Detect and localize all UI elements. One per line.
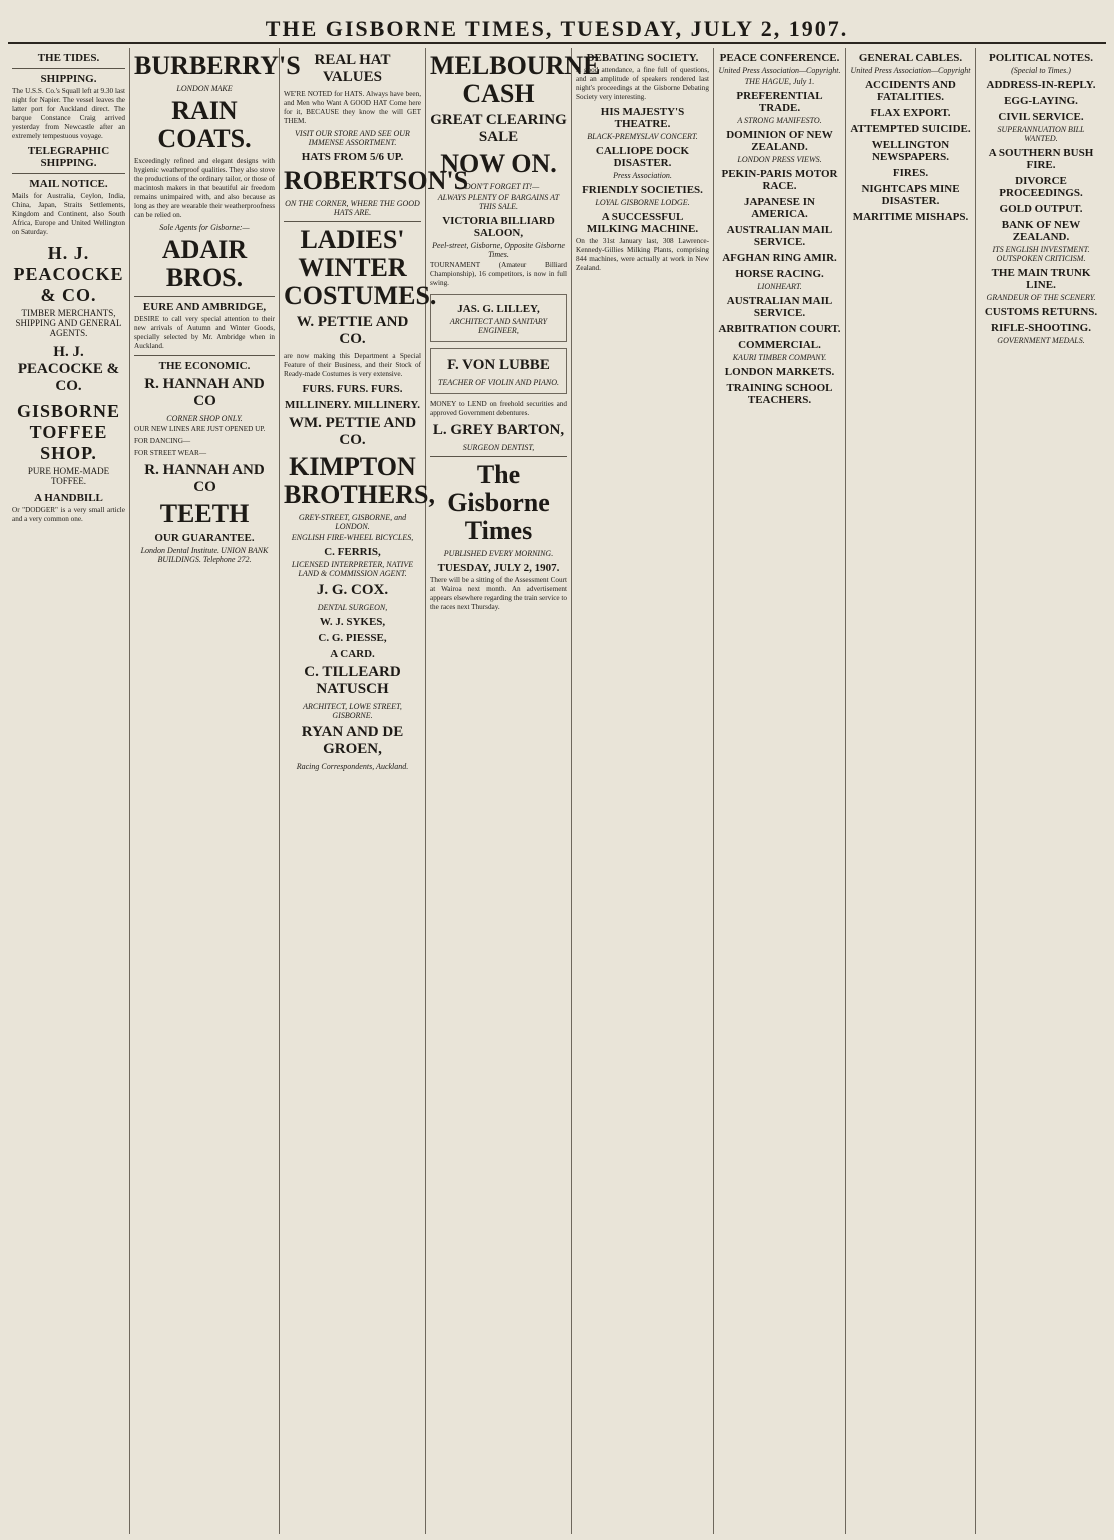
kimpton: KIMPTON BROTHERS,: [284, 452, 435, 509]
column-2: BURBERRY'S LONDON MAKE RAIN COATS. Exceedingly refined and elegant designs with hygienic weatherproof qualities. They also stove the productions of the ordinary tailor, or those of macintosh makers in that beautiful air freedom remains unimpaired with, and also because as long as they are wearable their weatherproofness can be relied on. Sole Agents for Gisborne:— ADAIR BROS. EURE AND AMBRIDGE, DESIRE to call very special attention to their new arrivals of Autumn and Winter Goods, specially selected by Mr. Ambridge when in Auckland. THE ECONOMIC. R. HANNAH AND CO CORNER SHOP ONLY. OUR NEW LINES ARE JUST OPENED UP. FOR DANCING— FOR STREET WEAR— R. HANNAH AND CO TEETH OUR GUARANTEE. London Dental Institute. UNION BANK BUILDINGS. Telephone 272.: [130, 48, 280, 1534]
peacocke-ad-2: H. J. PEACOCKE & CO.: [17, 344, 120, 394]
tides-heading: THE TIDES.: [37, 52, 100, 64]
column-8: POLITICAL NOTES. (Special to Times.) ADDRESS-IN-REPLY. EGG-LAYING. CIVIL SERVICE. SUPERANNUATION BILL WANTED. A SOUTHERN BUSH FIRE. DIVORCE PROCEEDINGS. GOLD OUTPUT. BANK OF NEW ZEALAND. ITS ENGLISH INVESTMENT. OUTSPOKEN CRITICISM. THE MAIN TRUNK LINE. GRANDEUR OF THE SCENERY. CUSTOMS RETURNS. RIFLE-SHOOTING. GOVERNMENT MEDALS.: [984, 52, 1098, 345]
gisborne-times-title: The Gisborne Times: [447, 460, 550, 545]
real-hat-values: REAL HAT VALUES: [314, 52, 391, 85]
peacocke-ad: H. J. PEACOCKE & CO. TIMBER MERCHANTS, SHIPPING AND GENERAL AGENTS.: [13, 243, 124, 338]
column-7: GENERAL CABLES. United Press Association—Copyright ACCIDENTS AND FATALITIES. FLAX EXPORT. ATTEMPTED SUICIDE. WELLINGTON NEWSPAPERS. FIRES. NIGHTCAPS MINE DISASTER. MARITIME MISHAPS.: [846, 48, 976, 1534]
robertsons: ROBERTSON'S: [284, 166, 469, 195]
telegraphic-heading: TELEGRAPHIC SHIPPING.: [27, 145, 110, 169]
burberry-brand: BURBERRY'S: [134, 51, 301, 80]
column-3: REAL HAT VALUES WE'RE NOTED for HATS. Always have been, and Men who Want A GOOD HAT Come here for it, BECAUSE they know the will GET THEM. VISIT OUR STORE AND SEE OUR IMMENSE ASSORTMENT. HATS FROM 5/6 UP. ROBERTSON'S ON THE CORNER, WHERE THE GOOD HATS ARE. LADIES' WINTER COSTUMES. W. PETTIE AND CO. are now making this Department a Special Feature of their Business, and their Stock of Ready-made Costumes is very extensive. FURS. FURS. FURS. MILLINERY. MILLINERY. WM. PETTIE AND CO. KIMPTON BROTHERS, GREY-STREET, GISBORNE, and LONDON. ENGLISH FIRE-WHEEL BICYCLES, C. FERRIS, LICENSED INTERPRETER, NATIVE LAND & COMMISSION AGENT. J. G. COX. DENTAL SURGEON, W. J. SYKES, C. G. PIESSE, A CARD. C. TILLEARD NATUSCH ARCHITECT, LOWE STREET, GISBORNE. RYAN AND DE GROEN, Racing Correspondents, Auckland.: [280, 48, 426, 1534]
teeth-ad: TEETH: [159, 499, 250, 528]
handbill-heading: A HANDBILL: [34, 492, 103, 504]
melbourne-cash: MELBOURNE CASH: [430, 51, 601, 108]
ladies-costumes: LADIES' WINTER COSTUMES.: [284, 225, 437, 310]
toffee-ad: GISBORNE TOFFEE SHOP. PURE HOME-MADE TOFFEE.: [16, 401, 121, 486]
lubbe-ad: F. VON LUBBE TEACHER OF VIOLIN AND PIANO.: [430, 348, 567, 394]
shipping-heading: SHIPPING.: [40, 73, 97, 85]
burberry-body: Exceedingly refined and elegant designs with hygienic weatherproof qualities. They also stove the productions of the ordinary tailor, or those of macintosh makers in that beautiful air freedom remains unimpaired with, and also because as long as they are wearable their weatherproofness can be relied on.: [134, 157, 275, 219]
hannah-ad: R. HANNAH AND CO: [144, 376, 265, 409]
raincoats: RAIN COATS.: [157, 96, 252, 153]
mail-text: Mails for Australia, Ceylon, India, China, Japan, Straits Settlements, Kingdom and Continent, also South Africa, Europe and United Wellington on Saturday.: [12, 192, 125, 236]
handbill-text: Or "DODGER" is a very small article and a very common one.: [12, 506, 125, 523]
column-4: MELBOURNE CASH GREAT CLEARING SALE NOW ON. —DON'T FORGET IT!— ALWAYS PLENTY OF BARGAINS AT THIS SALE. VICTORIA BILLIARD SALOON, Peel-street, Gisborne, Opposite Gisborne Times. TOURNAMENT (Amateur Billiard Championship), 16 competitors, is now in full swing. JAS. G. LILLEY, ARCHITECT AND SANITARY ENGINEER, F. VON LUBBE TEACHER OF VIOLIN AND PIANO. MONEY to LEND on freehold securities and approved Government debentures. L. GREY BARTON, SURGEON DENTIST, The Gisborne Times PUBLISHED EVERY MORNING. TUESDAY, JULY 2, 1907. There will be a sitting of the Assessment Court at Wairoa next month. An advertisement appears elsewhere regarding the train service to the races next Thursday.: [426, 48, 572, 1534]
lilley-ad: JAS. G. LILLEY, ARCHITECT AND SANITARY ENGINEER,: [430, 294, 567, 342]
mail-heading: MAIL NOTICE.: [29, 178, 108, 190]
column-5: DEBATING SOCIETY. A good attendance, a fine full of questions, and an amplitude of speakers rendered last night's proceedings at the Gisborne Debating Society very interesting. HIS MAJESTY'S THEATRE. BLACK-PREMYSLAV CONCERT. CALLIOPE DOCK DISASTER. Press Association. FRIENDLY SOCIETIES. LOYAL GISBORNE LODGE. A SUCCESSFUL MILKING MACHINE. On the 31st January last, 308 Lawrence-Kennedy-Gillies Milking Plants, comprising 844 machines, were actually at work in New Zealand.: [572, 48, 714, 1534]
hannah-ad-2: R. HANNAH AND CO: [144, 462, 265, 495]
masthead: [8, 8, 1106, 44]
masthead-title: THE GISBORNE TIMES, TUESDAY, JULY 2, 1907.: [265, 16, 849, 41]
column-6: PEACE CONFERENCE. United Press Association—Copyright. THE HAGUE, July 1. PREFERENTIAL TRADE. A STRONG MANIFESTO. DOMINION OF NEW ZEALAND. LONDON PRESS VIEWS. PEKIN-PARIS MOTOR RACE. JAPANESE IN AMERICA. AUSTRALIAN MAIL SERVICE. AFGHAN RING AMIR. HORSE RACING. LIONHEART. AUSTRALIAN MAIL SERVICE. ARBITRATION COURT. COMMERCIAL. KAURI TIMBER COMPANY. LONDON MARKETS. TRAINING SCHOOL TEACHERS.: [714, 48, 846, 1534]
shipping-text: The U.S.S. Co.'s Squall left at 9.30 last night for Napier. The vessel leaves the latter port for Auckland direct. The barque Constance Craig arrived yesterday from Newcastle after an extremely tempestuous voyage.: [12, 87, 125, 140]
column-1: [8, 48, 130, 1534]
adair-bros: ADAIR BROS.: [161, 235, 248, 292]
